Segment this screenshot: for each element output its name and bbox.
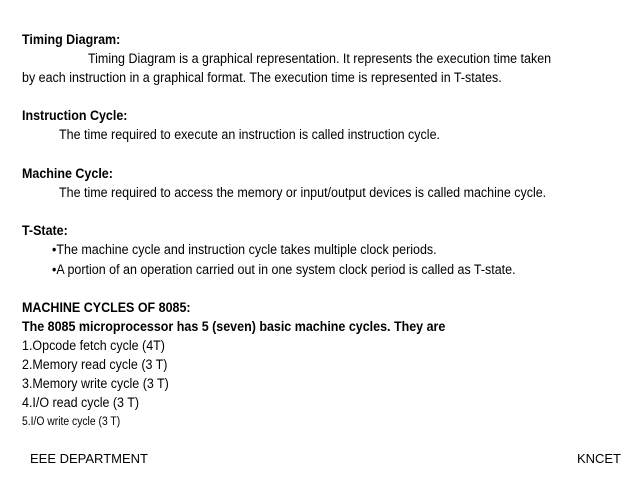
machine-cycle-heading: Machine Cycle: bbox=[22, 166, 113, 182]
instruction-cycle-heading: Instruction Cycle: bbox=[22, 108, 128, 124]
footer-department: EEE DEPARTMENT bbox=[30, 451, 148, 466]
instruction-cycle-text: The time required to execute an instruction is called instruction cycle. bbox=[59, 127, 440, 143]
machine-cycles-8085-subheading: The 8085 microprocessor has 5 (seven) basic machine cycles. They are bbox=[22, 319, 446, 335]
footer-institution: KNCET bbox=[576, 451, 621, 466]
machine-cycles-8085-heading: MACHINE CYCLES OF 8085: bbox=[22, 300, 191, 316]
machine-cycle-item-1: 1.Opcode fetch cycle (4T) bbox=[22, 338, 165, 354]
machine-cycle-item-5: 5.I/O write cycle (3 T) bbox=[22, 416, 121, 428]
timing-diagram-text-line-1: Timing Diagram is a graphical representation. It represents the execution time taken bbox=[88, 51, 552, 67]
machine-cycle-item-2: 2.Memory read cycle (3 T) bbox=[22, 357, 168, 373]
timing-diagram-text-line-2: by each instruction in a graphical format. The execution time is represented in T-states. bbox=[22, 70, 502, 86]
t-state-bullet-2: •A portion of an operation carried out in one system clock period is called as T-state. bbox=[52, 262, 516, 278]
t-state-heading: T-State: bbox=[22, 223, 68, 239]
t-state-bullet-1: •The machine cycle and instruction cycle takes multiple clock periods. bbox=[52, 242, 437, 258]
machine-cycle-text: The time required to access the memory or input/output devices is called machine cycle. bbox=[59, 185, 547, 201]
machine-cycle-item-3: 3.Memory write cycle (3 T) bbox=[22, 376, 169, 392]
timing-diagram-heading: Timing Diagram: bbox=[22, 32, 121, 48]
machine-cycle-item-4: 4.I/O read cycle (3 T) bbox=[22, 395, 140, 411]
